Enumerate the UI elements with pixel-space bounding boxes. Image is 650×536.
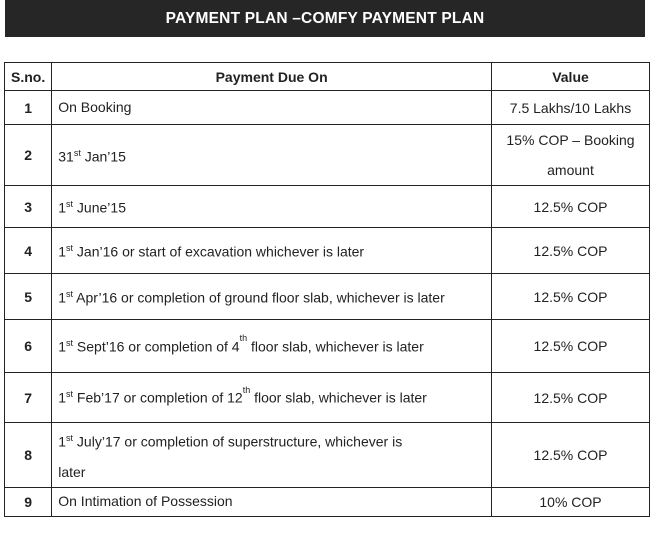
row-sno: 5 [5,274,52,320]
table-row [5,186,650,228]
row-value: 12.5% COP [492,228,650,274]
row-sno: 6 [5,320,52,373]
row-due [52,373,492,423]
due-ordinal: st [66,199,74,210]
row-due [52,186,492,228]
row-due [52,423,492,488]
page-title: PAYMENT PLAN –COMFY PAYMENT PLAN [5,0,645,37]
row-sno: 9 [5,487,52,516]
due-ordinal: st [66,337,74,348]
due-day: 1 [58,243,67,260]
table-header-row [5,63,650,91]
due-text: On Booking [58,99,132,115]
row-value: 12.5% COP [492,423,650,488]
due-day: 1 [58,389,67,406]
due-text: Feb’17 or completion of 12 [73,389,243,406]
row-due [52,274,492,320]
table-row [5,320,650,373]
due-day: 31 [58,148,74,165]
due-text: Apr’16 or completion of ground floor slab, whichever is later [73,289,445,306]
due-text: Jan’15 [80,148,126,165]
due-text: floor slab, whichever is later [247,338,424,355]
due-text: June’15 [73,199,126,216]
due-ordinal: st [73,147,81,158]
row-due [52,228,492,274]
table-row [5,487,650,516]
row-value: 12.5% COP [492,274,650,320]
due-day: 1 [58,289,67,306]
row-value: 12.5% COP [492,320,650,373]
row-due [52,487,492,516]
row-due [52,125,492,186]
row-sno: 3 [5,186,52,228]
row-value: 12.5% COP [492,373,650,423]
row-value: 7.5 Lakhs/10 Lakhs [492,91,650,125]
due-text: Jan’16 or start of excavation whichever is later [73,243,365,260]
due-text: July’17 or completion of superstructure, whichever is [73,433,403,450]
due-ordinal: st [66,243,74,254]
table-row [5,125,650,186]
due-day: 1 [58,199,67,216]
table-row [5,274,650,320]
row-due [52,320,492,373]
payment-plan-table [4,62,650,517]
due-ordinal: st [66,289,74,300]
row-sno: 4 [5,228,52,274]
value-line: 15% COP – Booking [506,132,635,148]
row-value: 12.5% COP [492,186,650,228]
due-ordinal: st [66,389,74,400]
row-sno: 2 [5,125,52,186]
row-value: 10% COP [492,487,650,516]
table-row [5,228,650,274]
header-value: Value [492,63,650,91]
due-text: On Intimation of Possession [58,493,233,510]
table-row [5,423,650,488]
due-day: 1 [58,433,67,450]
header-sno: S.no. [5,63,52,91]
due-text: later [58,463,86,480]
floor-ordinal: th [242,384,251,395]
table-row [5,91,650,125]
row-sno: 1 [5,91,52,125]
due-ordinal: st [66,433,74,443]
row-due [52,91,492,125]
due-text: floor slab, whichever is later [250,389,427,406]
header-payment-due-on: Payment Due On [52,63,492,91]
due-day: 1 [58,338,67,355]
floor-ordinal: th [239,333,248,344]
row-sno: 8 [5,423,52,488]
table-row [5,373,650,423]
row-sno: 7 [5,373,52,423]
value-line: amount [547,162,594,178]
due-text: Sept’16 or completion of 4 [73,338,240,355]
row-value [492,125,650,186]
